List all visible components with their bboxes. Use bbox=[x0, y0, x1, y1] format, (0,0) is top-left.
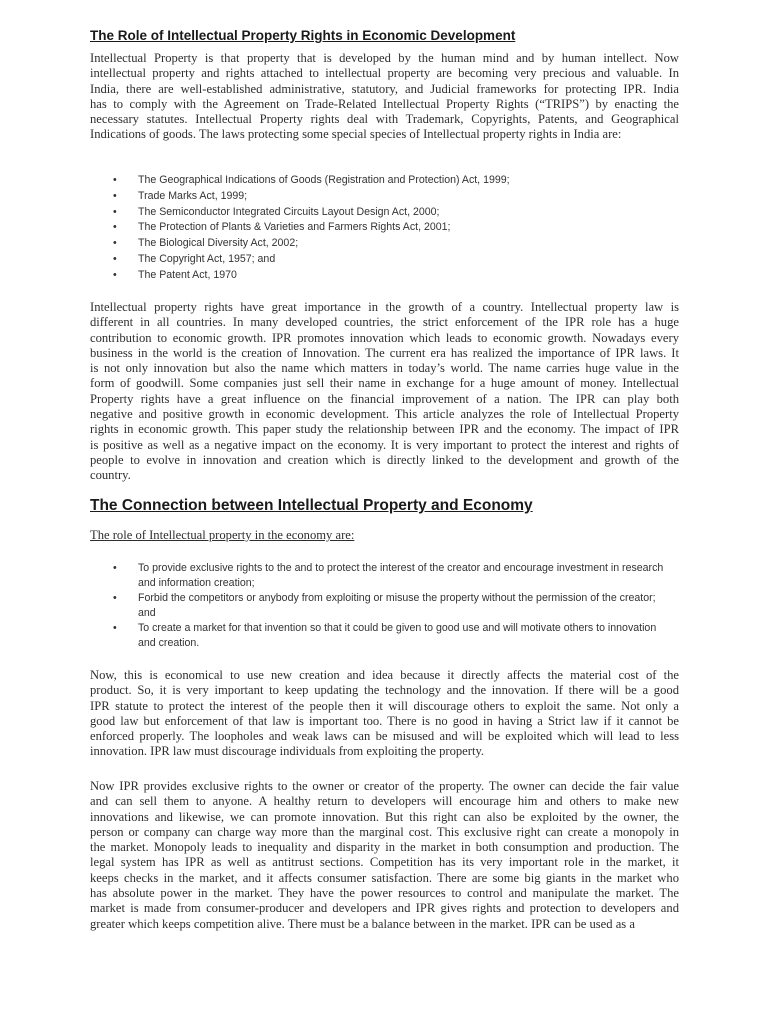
paragraph-line: has to comply with the Agreement on Trade-Related Intellectual Property Rights (“TRIPS”) by enacting the bbox=[90, 96, 679, 111]
bullet-icon: • bbox=[113, 252, 117, 265]
paragraph-line: is positive as well as a negative impact on the economy. It is very important to protect the interest and rights of bbox=[90, 437, 679, 452]
acts-list bbox=[113, 173, 673, 284]
list-item-text: The Semiconductor Integrated Circuits Layout Design Act, 2000; bbox=[138, 205, 440, 218]
paragraph-line: and can sell them to anyone. A healthy return to developers will encourage him and others to make new bbox=[90, 794, 679, 809]
paragraph-line: the market. Monopoly leads to inequality and disparity in the market in both consumption and production. The bbox=[90, 840, 679, 855]
exclusive-rights-paragraph bbox=[90, 779, 679, 932]
paragraph-line: form of goodwill. Some companies just sell their name in exchange for a huge amount of money. Intellectual bbox=[90, 376, 679, 391]
paragraph-line: Property rights have a great influence on the financial improvement of a nation. The IPR can play both bbox=[90, 391, 679, 406]
list-item bbox=[113, 268, 673, 284]
bullet-icon: • bbox=[113, 622, 117, 634]
paragraph-line: product. So, it is very important to keep updating the technology and the innovation. If there will be a good bbox=[90, 683, 679, 698]
list-item-text: To create a market for that invention so that it could be given to good use and will motivate others to innovation and creation. bbox=[138, 622, 657, 649]
paragraph-line: rights in economic growth. This paper study the relationship between IPR and the economy. The impact of IPR bbox=[90, 422, 679, 437]
list-item-text: Trade Marks Act, 1999; bbox=[138, 189, 248, 202]
paragraph-line: has absolute power in the market. They have the power resources to control and manipulate the market. The bbox=[90, 886, 679, 901]
bullet-icon: • bbox=[113, 268, 117, 281]
list-item bbox=[113, 236, 673, 252]
paragraph-line: legal system has IPR as well as antitrust sections. Competition has its very important role in the market, it bbox=[90, 855, 679, 870]
importance-paragraph bbox=[90, 300, 679, 484]
paragraph-line: market is made from consumer-producer and developers and IPR gives rights and protection to developers and bbox=[90, 901, 679, 916]
paragraph-line: negative and positive growth in economic development. This article analyzes the role of Intellectual Property bbox=[90, 407, 679, 422]
paragraph-line: person or company can charge way more than the marginal cost. This exclusive right can create a monopoly in bbox=[90, 824, 679, 839]
bullet-icon: • bbox=[113, 174, 117, 186]
list-item bbox=[113, 205, 673, 221]
paragraph-line: people to evolve in innovation and creation which is directly linked to the development and growth of the bbox=[90, 452, 679, 467]
list-item bbox=[113, 621, 673, 651]
list-item bbox=[113, 173, 673, 189]
section-subheading: The role of Intellectual property in the economy are: bbox=[90, 528, 355, 542]
paragraph-line: is not only innovation but also the name which matters in today’s world. The name carries huge value in the bbox=[90, 361, 679, 376]
paragraph-line: Intellectual Property is that property that is developed by the human mind and by human intellect. Now bbox=[90, 51, 679, 65]
list-item-text: The Copyright Act, 1957; and bbox=[138, 252, 276, 265]
paragraph-line: keeps checks in the market, and it affects consumer satisfaction. There are some big giants in the market who bbox=[90, 870, 679, 885]
list-item-text: To provide exclusive rights to the and to protect the interest of the creator and encourage investment in research and information creation; bbox=[138, 562, 664, 589]
bullet-icon: • bbox=[113, 221, 117, 234]
list-item-text: The Biological Diversity Act, 2002; bbox=[138, 237, 299, 250]
paragraph-line: innovation. IPR law must discourage individuals from exploiting the property. bbox=[90, 744, 485, 759]
list-item-text: The Patent Act, 1970 bbox=[138, 268, 237, 281]
intro-paragraph bbox=[90, 51, 679, 143]
paragraph-line: different in all countries. In many developed countries, the strict enforcement of the IPR role has a huge bbox=[90, 315, 679, 330]
paragraph-line: greater which keeps competition alive. There must be a balance between in the market. IPR can be used as a bbox=[90, 916, 635, 931]
list-item-text: Forbid the competitors or anybody from exploiting or misuse the property without the permission of the creator; and bbox=[138, 592, 656, 619]
paragraph-line: enforced properly. The loopholes and weak laws can be misused and will be exploited which will lead to less bbox=[90, 729, 679, 744]
list-item bbox=[113, 252, 673, 268]
paragraph-line: Indications of goods. The laws protecting some special species of Intellectual property rights in India are: bbox=[90, 127, 622, 142]
document-title: The Role of Intellectual Property Rights in Economic Development bbox=[90, 28, 516, 43]
paragraph-line: Now, this is economical to use new creation and idea because it directly affects the material cost of the bbox=[90, 668, 679, 682]
section-heading: The Connection between Intellectual Property and Economy bbox=[90, 497, 533, 514]
list-item-text: The Protection of Plants & Varieties and Farmers Rights Act, 2001; bbox=[138, 221, 451, 234]
roles-list bbox=[113, 561, 673, 651]
paragraph-line: necessary statutes. Intellectual Property rights deal with Trademark, Copyrights, Patents, and Geographical bbox=[90, 112, 679, 127]
paragraph-line: innovations and likewise, we can promote innovation. But this right can also be exploited by the owner, the bbox=[90, 809, 679, 824]
list-item bbox=[113, 189, 673, 205]
bullet-icon: • bbox=[113, 592, 117, 604]
bullet-icon: • bbox=[113, 562, 117, 574]
list-item bbox=[113, 561, 673, 591]
paragraph-line: IPR statute to protect the interest of the people then it will discourage others to exploit the same. Not only a bbox=[90, 698, 679, 713]
bullet-icon: • bbox=[113, 237, 117, 250]
paragraph-line: India, there are well-established administrative, statutory, and Judicial frameworks for protecting IPR. India bbox=[90, 81, 679, 96]
economics-paragraph bbox=[90, 668, 679, 760]
paragraph-line: Intellectual property rights have great importance in the growth of a country. Intellectual property law is bbox=[90, 300, 679, 314]
paragraph-line: country. bbox=[90, 468, 131, 483]
paragraph-line: good law but enforcement of that law is important too. There is no good in having a Strict law if it cannot be bbox=[90, 713, 679, 728]
list-item-text: The Geographical Indications of Goods (Registration and Protection) Act, 1999; bbox=[138, 174, 510, 186]
bullet-icon: • bbox=[113, 205, 117, 218]
paragraph-line: contribution to economic growth. IPR promotes innovation which leads to economic growth. Nowadays every bbox=[90, 330, 679, 345]
list-item bbox=[113, 220, 673, 236]
paragraph-line: intellectual property and rights attached to intellectual property are becoming very precious and valuable. In bbox=[90, 66, 679, 81]
paragraph-line: business in the world is the creation of Innovation. The current era has realized the importance of IPR laws. It bbox=[90, 345, 679, 360]
bullet-icon: • bbox=[113, 189, 117, 202]
paragraph-line: Now IPR provides exclusive rights to the owner or creator of the property. The owner can decide the fair value bbox=[90, 779, 679, 793]
list-item bbox=[113, 591, 673, 621]
